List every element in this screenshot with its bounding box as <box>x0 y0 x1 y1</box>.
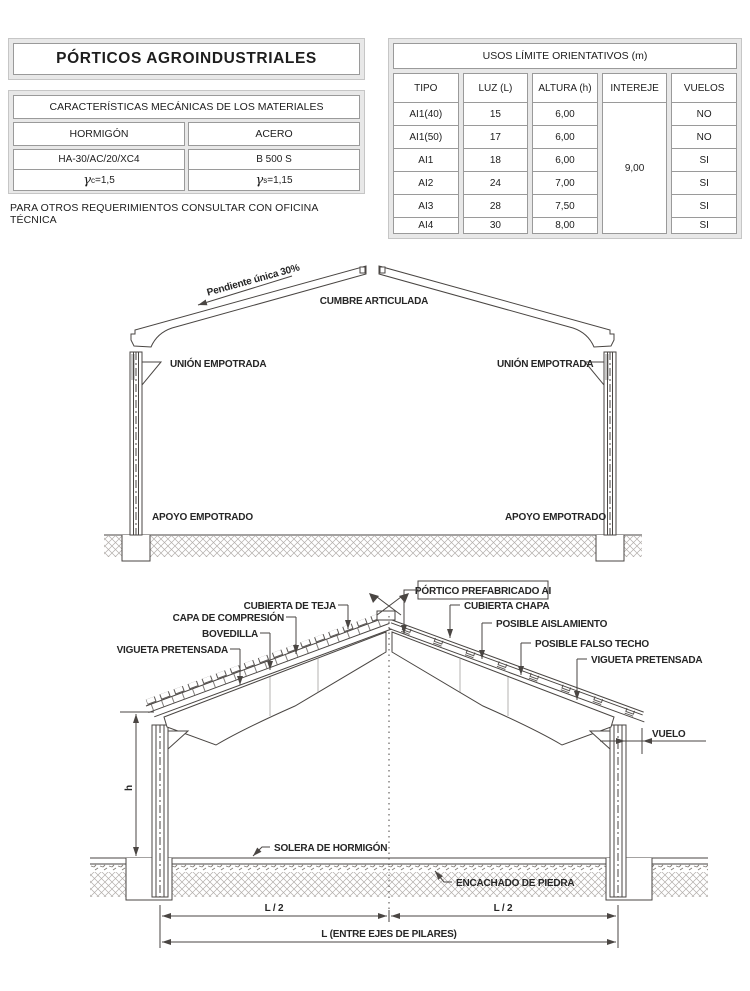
capa-label: CAPA DE COMPRESIÓN <box>172 613 284 624</box>
ridge-hinge-left <box>360 267 365 273</box>
cell-tipo: AI1(40) <box>394 102 458 125</box>
acero-gamma: γ s =1,15 <box>255 172 293 188</box>
cell-luz: 18 <box>464 148 528 171</box>
cell-tipo: AI4 <box>394 217 458 233</box>
span-dimensions <box>160 905 618 948</box>
acero-values <box>188 149 360 191</box>
technical-office-note: PARA OTROS REQUERIMIENTOS CONSULTAR CON OFICINA TÉCNICA <box>10 202 318 226</box>
hormigon-gamma: γ c =1,5 <box>83 172 115 188</box>
materials-table <box>8 90 365 194</box>
cell-vuelos: NO <box>672 125 736 148</box>
col-luz <box>463 73 529 234</box>
aislamiento-label: POSIBLE AISLAMIENTO <box>496 619 608 630</box>
left-column <box>130 352 161 535</box>
solera-label: SOLERA DE HORMIGÓN <box>274 843 388 854</box>
cell-intereje-merged: 9,00 <box>603 102 667 233</box>
bovedilla-label: BOVEDILLA <box>202 629 258 640</box>
materials-title: CARACTERÍSTICAS MECÁNICAS DE LOS MATERIALES <box>13 95 360 119</box>
acero-spec: B 500 S <box>189 150 359 170</box>
right-footing <box>596 535 624 561</box>
cell-tipo: AI2 <box>394 171 458 194</box>
cell-luz: 17 <box>464 125 528 148</box>
header-luz: LUZ (L) <box>478 82 513 94</box>
gamma-symbol: γ <box>255 172 264 188</box>
cell-vuelos: SI <box>672 171 736 194</box>
cumbre-label: CUMBRE ARTICULADA <box>319 296 429 307</box>
col-intereje <box>602 73 668 234</box>
header-altura: ALTURA (h) <box>538 82 592 94</box>
vuelo-label: VUELO <box>652 729 686 740</box>
hormigon-values <box>13 149 185 191</box>
hormigon-spec: HA-30/AC/20/XC4 <box>14 150 184 170</box>
union-left-label: UNIÓN EMPOTRADA <box>170 359 267 370</box>
union-right-label: UNIÓN EMPOTRADA <box>497 359 594 370</box>
cell-luz: 28 <box>464 194 528 217</box>
cell-vuelos: SI <box>672 194 736 217</box>
h-dimension <box>120 712 154 856</box>
left-column <box>152 725 168 897</box>
materials-value-row <box>13 149 360 191</box>
cell-altura: 6,00 <box>533 102 597 125</box>
h-label: h <box>124 785 135 791</box>
title-panel <box>8 38 365 80</box>
header-tipo: TIPO <box>414 82 438 94</box>
header-intereje: INTEREJE <box>610 82 659 94</box>
cell-luz: 15 <box>464 102 528 125</box>
usos-columns <box>393 73 737 234</box>
cell-tipo: AI1 <box>394 148 458 171</box>
left-footing <box>122 535 150 561</box>
apoyo-left-label: APOYO EMPOTRADO <box>152 512 253 523</box>
cell-luz: 30 <box>464 217 528 233</box>
left-corbel <box>168 731 188 749</box>
apoyo-right-label: APOYO EMPOTRADO <box>505 512 606 523</box>
ground <box>104 535 642 561</box>
l2-left-label: L / 2 <box>264 903 284 914</box>
vigueta-left-label: VIGUETA PRETENSADA <box>116 645 228 656</box>
cell-tipo: AI1(50) <box>394 125 458 148</box>
cell-tipo: AI3 <box>394 194 458 217</box>
cell-vuelos: NO <box>672 102 736 125</box>
l-total-label: L (ENTRE EJES DE PILARES) <box>321 929 457 940</box>
right-column <box>610 725 626 897</box>
gamma-symbol: γ <box>83 172 92 188</box>
falso-techo-label: POSIBLE FALSO TECHO <box>535 639 649 650</box>
cell-luz: 24 <box>464 171 528 194</box>
header-vuelos: VUELOS <box>683 82 725 94</box>
cell-vuelos: SI <box>672 217 736 233</box>
col-vuelos <box>671 73 737 234</box>
cell-altura: 7,00 <box>533 171 597 194</box>
page-title: PÓRTICOS AGROINDUSTRIALES <box>13 43 360 75</box>
left-corbel <box>142 362 161 385</box>
right-corbel <box>590 731 610 749</box>
cell-altura: 6,00 <box>533 148 597 171</box>
l2-right-label: L / 2 <box>493 903 513 914</box>
cell-altura: 8,00 <box>533 217 597 233</box>
vigueta-right-label: VIGUETA PRETENSADA <box>591 655 703 666</box>
frame-elevation-diagram <box>0 248 750 582</box>
usage-limits-table <box>388 38 742 239</box>
col-hormigon: HORMIGÓN <box>13 122 185 146</box>
chapa-label: CUBIERTA CHAPA <box>464 601 550 612</box>
col-tipo <box>393 73 459 234</box>
usos-title: USOS LÍMITE ORIENTATIVOS (m) <box>393 43 737 69</box>
teja-label: CUBIERTA DE TEJA <box>243 601 336 612</box>
solera-leader <box>253 847 270 856</box>
portico-label: PÓRTICO PREFABRICADO AI <box>414 586 552 597</box>
pendiente-label: Pendiente única 30% <box>205 262 301 299</box>
cell-altura: 7,50 <box>533 194 597 217</box>
cell-altura: 6,00 <box>533 125 597 148</box>
cell-vuelos: SI <box>672 148 736 171</box>
construction-section-diagram <box>0 575 750 975</box>
col-altura <box>532 73 598 234</box>
col-acero: ACERO <box>188 122 360 146</box>
right-column <box>585 352 616 535</box>
encachado-label: ENCACHADO DE PIEDRA <box>456 878 575 889</box>
materials-header-row <box>13 122 360 146</box>
ridge-hinge-right <box>380 267 385 273</box>
